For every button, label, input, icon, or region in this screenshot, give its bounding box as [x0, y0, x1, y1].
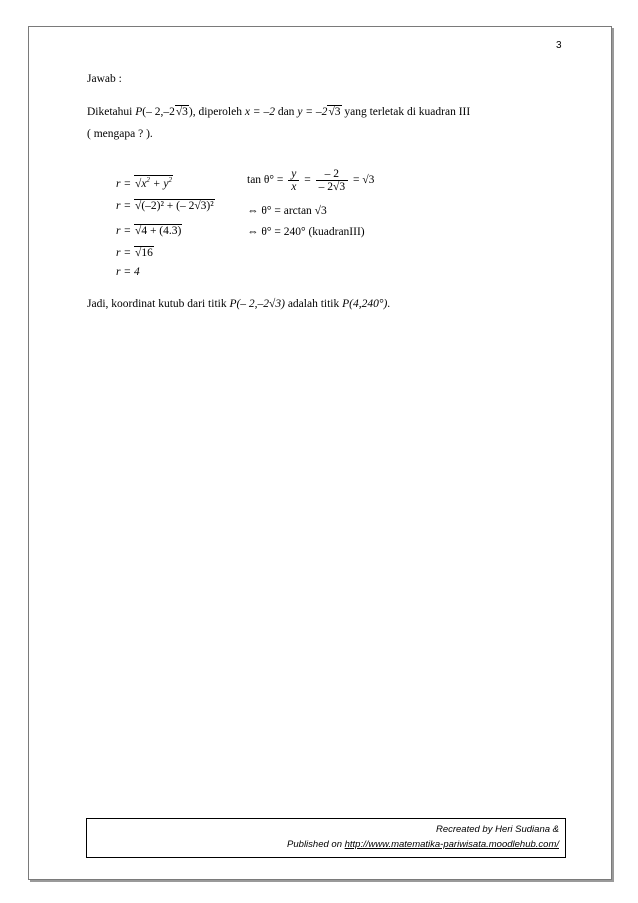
coords-a: – 2,–2	[146, 106, 175, 118]
numeric-fraction: $\frac{- 2}{- 2√3}$	[316, 168, 348, 193]
step4	[116, 246, 154, 260]
step1-root: $√x^2 + y^2$	[135, 176, 173, 190]
jawab-heading: Jawab :	[87, 73, 122, 85]
conclusion-line	[87, 298, 390, 310]
given-prefix: Diketahui	[87, 106, 133, 118]
question-line: ( mengapa ? ).	[87, 128, 153, 140]
coords-close: )	[188, 106, 193, 118]
tan-prefix: tan θ° =	[247, 174, 284, 187]
step4-root: √16	[135, 247, 153, 259]
step2-lhs: r =	[116, 200, 132, 212]
y-root: √3	[328, 106, 341, 118]
given-suffix: yang terletak di kuadran III	[344, 106, 471, 118]
tan-result: = √3	[352, 174, 375, 187]
page-frame	[28, 26, 612, 880]
footer-credit: Recreated by Heri Sudiana &	[435, 824, 559, 835]
page-number: 3	[556, 40, 562, 51]
arctan-line: ⇔ θ° = arctan √3	[247, 205, 327, 217]
step1	[116, 175, 173, 191]
step4-lhs: r =	[116, 247, 132, 259]
point-label: P	[135, 106, 143, 118]
coords-open: (	[142, 106, 147, 118]
y-over-x: $\frac{y}{x}$	[288, 168, 299, 193]
step1-lhs: r =	[116, 178, 132, 190]
step5: r = 4	[116, 266, 140, 278]
footer-box	[86, 818, 566, 858]
y-equation: y = –2	[297, 106, 328, 118]
theta-result-line: ⇔ θ° = 240° (kuadranIII)	[247, 226, 365, 238]
footer-published-prefix: Published on	[287, 839, 345, 850]
tan-eq: =	[304, 174, 311, 187]
dan-word: dan	[277, 106, 295, 118]
conclusion-mid: adalah titik	[287, 298, 340, 310]
conclusion-prefix: Jadi, koordinat kutub dari titik	[87, 298, 227, 310]
tan-line	[247, 168, 374, 193]
conclusion-point1: P(– 2,–2√3)	[229, 298, 285, 310]
step2	[116, 199, 215, 213]
conclusion-point2: P(4,240°)	[342, 298, 388, 310]
step3	[116, 224, 182, 238]
given-mid: , diperoleh	[192, 106, 242, 118]
coords-root: √3	[175, 106, 188, 118]
given-line	[87, 105, 470, 119]
step2-root: √(–2)² + (– 2√3)²	[135, 200, 214, 212]
step3-root: √4 + (4.3)	[135, 225, 182, 237]
footer-published	[287, 839, 559, 850]
footer-link[interactable]: http://www.matematika-pariwisata.moodlehub.com/	[344, 839, 559, 850]
step3-lhs: r =	[116, 225, 132, 237]
x-equation: x = –2	[244, 106, 275, 118]
conclusion-end: .	[387, 298, 391, 310]
